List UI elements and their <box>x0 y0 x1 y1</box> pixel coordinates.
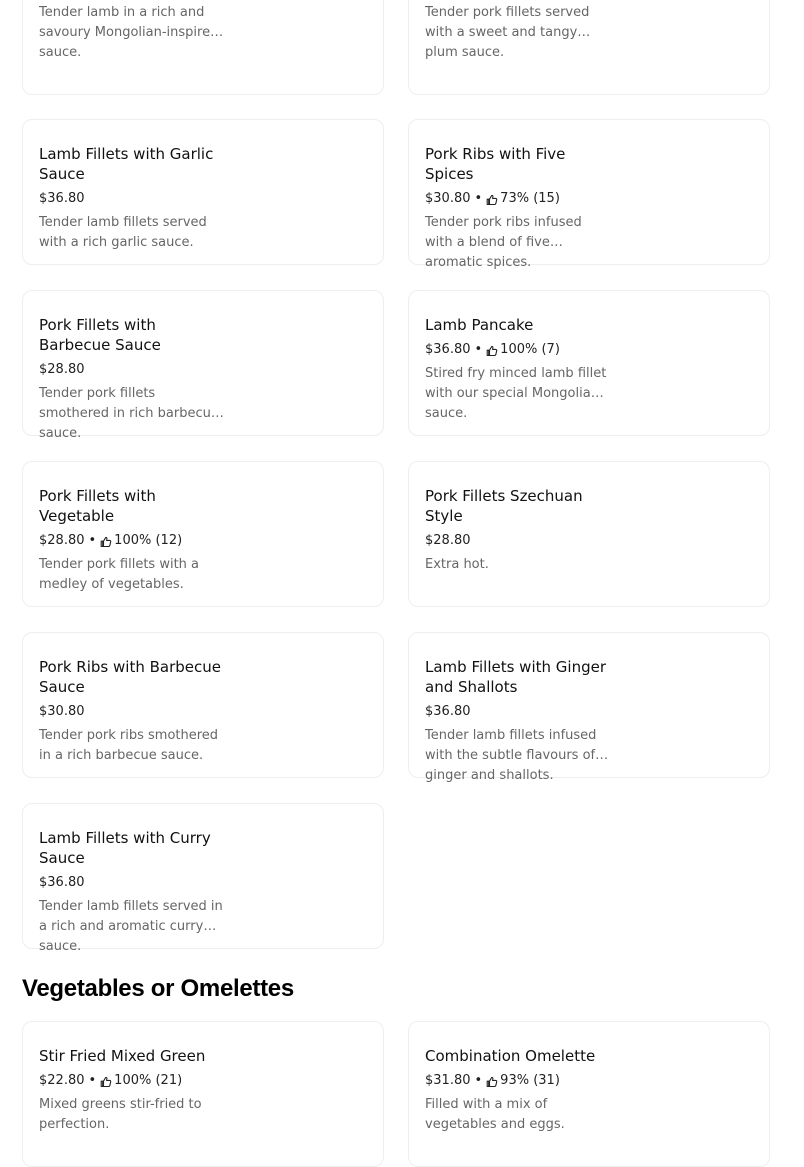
menu-item-price: $22.80 <box>39 1073 85 1088</box>
menu-item-content <box>425 0 610 60</box>
menu-item-description: Tender lamb fillets served with a rich garlic sauce. <box>39 215 207 250</box>
menu-item-title: Lamb Pancake <box>425 316 534 334</box>
menu-item-title: Pork Fillets with Barbecue Sauce <box>39 316 161 354</box>
menu-item-meta <box>39 1071 239 1091</box>
menu-item-card[interactable] <box>22 0 384 95</box>
menu-item-meta <box>425 702 610 722</box>
menu-item-price: $36.80 <box>425 704 471 719</box>
rating-percent: 100% <box>114 533 152 548</box>
rating-percent: 73% <box>500 191 530 206</box>
menu-item-content <box>425 144 610 270</box>
menu-item-card[interactable] <box>22 803 384 954</box>
menu-item-title: Combination Omelette <box>425 1047 596 1065</box>
menu-item-meta <box>425 340 610 360</box>
menu-item-price: $36.80 <box>425 342 471 357</box>
menu-item-title: Pork Fillets Szechuan Style <box>425 487 583 525</box>
section-title: Vegetables or Omelettes <box>22 975 294 1002</box>
thumbs-up-icon <box>100 535 112 547</box>
menu-item-content <box>39 315 239 441</box>
thumbs-up-icon <box>100 1075 112 1087</box>
menu-item-meta <box>39 702 239 722</box>
menu-item-price: $28.80 <box>39 533 85 548</box>
menu-item-meta <box>425 1071 610 1091</box>
menu-item-description: Tender pork fillets smothered in rich barbecue sauce. <box>39 386 219 441</box>
separator-dot: • <box>474 1073 483 1088</box>
menu-item-title: Lamb Fillets with Garlic Sauce <box>39 145 214 183</box>
menu-item-description: Stired fry minced lamb fillet with our special Mongolian sauce. <box>425 366 607 421</box>
menu-item-description: Filled with a mix of vegetables and eggs. <box>425 1097 565 1132</box>
menu-item-content <box>39 1046 239 1135</box>
separator-dot: • <box>88 1073 97 1088</box>
menu-item-description: Extra hot. <box>425 557 489 572</box>
rating-percent: 100% <box>500 342 538 357</box>
menu-item-card[interactable] <box>408 1021 770 1167</box>
rating-count: (21) <box>155 1073 183 1088</box>
menu-item-description: Tender pork fillets served with a sweet and tangy plum sauce. <box>425 5 590 60</box>
menu-item-card[interactable] <box>408 119 770 270</box>
menu-item-card[interactable] <box>408 461 770 607</box>
menu-item-card[interactable] <box>22 1021 384 1167</box>
menu-item-content <box>39 828 239 954</box>
rating-count: (15) <box>533 191 560 206</box>
menu-item-content <box>425 1046 610 1135</box>
rating-count: (7) <box>541 342 560 357</box>
menu-item-card[interactable] <box>22 119 384 265</box>
menu-item-title: Pork Ribs with Five Spices <box>425 145 566 183</box>
menu-item-price: $36.80 <box>39 191 85 206</box>
menu-item-content <box>425 486 610 575</box>
menu-item-price: $28.80 <box>425 533 471 548</box>
menu-item-title: Pork Ribs with Barbecue Sauce <box>39 658 221 696</box>
menu-item-description: Tender lamb fillets infused with the subtle flavours of ginger and shallots. <box>425 728 597 783</box>
menu-item-description: Tender pork ribs infused with a blend of five aromatic spices. <box>425 215 582 270</box>
menu-item-price: $36.80 <box>39 875 85 890</box>
menu-item-price: $30.80 <box>425 191 471 206</box>
rating-percent: 100% <box>114 1073 152 1088</box>
menu-item-title: Stir Fried Mixed Green <box>39 1047 206 1065</box>
menu-item-content <box>39 657 239 766</box>
menu-item-description: Tender lamb in a rich and savoury Mongolian-inspired sauce. <box>39 5 219 60</box>
rating-count: (12) <box>155 533 183 548</box>
menu-item-card[interactable] <box>22 632 384 778</box>
menu-item-description: Tender lamb fillets served in a rich and aromatic curry sauce. <box>39 899 223 954</box>
menu-item-content <box>39 144 239 253</box>
menu-item-content <box>39 0 239 60</box>
menu-item-meta <box>39 189 239 209</box>
menu-item-price: $28.80 <box>39 362 85 377</box>
menu-item-meta <box>39 531 239 551</box>
menu-item-description: Tender pork fillets with a medley of vegetables. <box>39 557 199 592</box>
menu-item-content <box>39 486 239 595</box>
menu-item-card[interactable] <box>408 290 770 436</box>
menu-item-content <box>425 657 610 783</box>
menu-item-card[interactable] <box>22 290 384 441</box>
menu-item-title: Lamb Fillets with Curry Sauce <box>39 829 211 867</box>
thumbs-up-icon <box>486 344 498 356</box>
menu-item-price: $31.80 <box>425 1073 471 1088</box>
menu-item-card[interactable] <box>408 0 770 95</box>
menu-item-title: Pork Fillets with Vegetable <box>39 487 156 525</box>
menu-item-description: Mixed greens stir-fried to perfection. <box>39 1097 202 1132</box>
thumbs-up-icon <box>486 1075 498 1087</box>
menu-item-meta <box>425 189 610 209</box>
separator-dot: • <box>88 533 97 548</box>
menu-item-meta <box>39 360 239 380</box>
menu-item-meta <box>39 873 239 893</box>
thumbs-up-icon <box>486 193 498 205</box>
menu-item-price: $30.80 <box>39 704 85 719</box>
menu-item-meta <box>425 531 610 551</box>
separator-dot: • <box>474 191 483 206</box>
menu-item-card[interactable] <box>22 461 384 607</box>
separator-dot: • <box>474 342 483 357</box>
rating-count: (31) <box>533 1073 560 1088</box>
menu-item-description: Tender pork ribs smothered in a rich barbecue sauce. <box>39 728 219 763</box>
menu-item-card[interactable] <box>408 632 770 783</box>
rating-percent: 93% <box>500 1073 530 1088</box>
menu-item-title: Lamb Fillets with Ginger and Shallots <box>425 658 606 696</box>
menu-item-content <box>425 315 610 421</box>
